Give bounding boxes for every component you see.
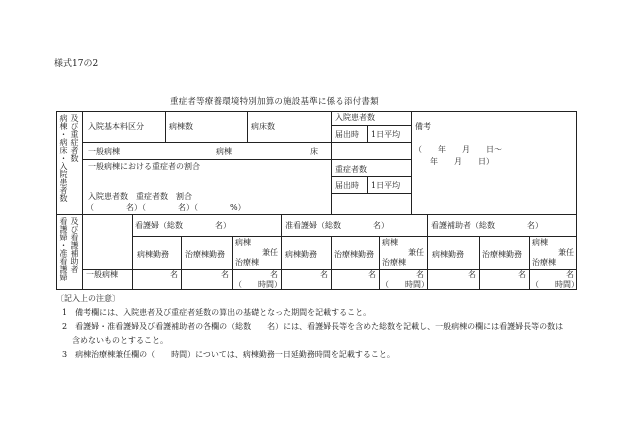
unit-person: 名 <box>518 270 526 279</box>
bottom-row-general-ward: 一般病棟 <box>86 270 118 279</box>
severe-daily-average: 1日平均 <box>371 181 401 190</box>
table-rule <box>181 236 182 289</box>
table-rule <box>479 236 480 289</box>
aide-total: 看護補助者（総数 名） <box>431 221 543 230</box>
table-rule <box>82 142 411 143</box>
assoc-concurrent-3: 治療棟 <box>382 258 406 267</box>
table-rule <box>165 111 166 142</box>
table-rule <box>427 214 428 289</box>
assoc-concurrent-2: 兼任 <box>408 248 424 257</box>
aide-ward-duty: 病棟勤務 <box>432 250 464 259</box>
header-basic-fee-class: 入院基本料区分 <box>88 122 144 131</box>
side-label-top-b: 及び重症者数 <box>70 114 79 162</box>
aide-concurrent-3: 治療棟 <box>532 258 556 267</box>
header-daily-average: 1日平均 <box>371 130 401 139</box>
table-rule <box>132 236 577 237</box>
nurse-ward-duty: 病棟勤務 <box>137 250 169 259</box>
header-remarks: 備考 <box>415 122 431 131</box>
table-rule <box>56 214 577 215</box>
side-label-bottom-b: 及び看護補助者 <box>70 217 79 273</box>
note-1: 1 備考欄には、入院患者及び重症者延数の算出の基礎となった期間を記載すること。 <box>62 308 372 317</box>
form-code: 様式17の2 <box>54 59 99 69</box>
unit-person: 名 <box>221 270 229 279</box>
table-rule <box>132 214 133 289</box>
table-rule <box>367 176 368 193</box>
note-2-line-2: 含めないものとすること。 <box>72 336 168 345</box>
remarks-period-end: 年 月 日） <box>430 157 494 166</box>
entry-notes <box>56 292 563 362</box>
table-rule <box>576 111 577 289</box>
nurse-clinic-duty: 治療棟勤務 <box>185 250 225 259</box>
table-rule <box>331 193 411 194</box>
nurse-concurrent-2: 兼任 <box>262 248 278 257</box>
assoc-ward-duty: 病棟勤務 <box>285 250 317 259</box>
severe-ratio-label: 一般病棟における重症者の割合 <box>88 162 200 171</box>
hours: （ 時間） <box>531 280 579 289</box>
table-rule <box>331 111 332 214</box>
notes-heading: 〔記入上の注意〕 <box>56 294 120 303</box>
assoc-nurse-total: 准看護婦（総数 名） <box>285 221 389 230</box>
assoc-clinic-duty: 治療棟勤務 <box>334 250 374 259</box>
unit-bed: 床 <box>310 147 318 156</box>
unit-person: 名 <box>566 270 574 279</box>
table-rule <box>331 236 332 289</box>
table-rule <box>82 159 411 160</box>
table-rule <box>247 111 248 142</box>
header-inpatient-count: 入院患者数 <box>335 113 375 122</box>
row-general-ward: 一般病棟 <box>88 147 120 156</box>
unit-person: 名 <box>468 270 476 279</box>
unit-person: 名 <box>170 270 178 279</box>
nurse-concurrent-1: 病棟 <box>235 238 251 247</box>
remarks-period-start: （ 年 月 日～ <box>414 145 502 154</box>
unit-person: 名 <box>320 270 328 279</box>
unit-person: 名 <box>368 270 376 279</box>
severe-filing-time: 届出時 <box>335 181 359 190</box>
header-bed-count: 病床数 <box>251 122 275 131</box>
table-rule <box>367 125 368 142</box>
table-rule <box>82 111 83 289</box>
header-ward-count: 病棟数 <box>169 122 193 131</box>
header-filing-time: 届出時 <box>335 130 359 139</box>
assoc-concurrent-1: 病棟 <box>382 238 398 247</box>
ratio-headers: 入院患者数 重症者数 割合 <box>88 192 192 201</box>
table-rule <box>331 176 411 177</box>
unit-person: 名 <box>416 270 424 279</box>
severe-count-header: 重症者数 <box>335 165 367 174</box>
side-label-top-a: 病棟・病床・入院患者数 <box>59 114 68 202</box>
aide-concurrent-2: 兼任 <box>558 248 574 257</box>
unit-person: 名 <box>270 270 278 279</box>
hours: （ 時間） <box>381 280 429 289</box>
aide-clinic-duty: 治療棟勤務 <box>482 250 522 259</box>
side-label-bottom-a: 看護婦・准看護婦 <box>59 217 68 281</box>
ratio-values: （ 名）（ 名）（ %） <box>86 203 246 212</box>
table-rule <box>529 236 530 289</box>
table-rule <box>56 111 577 112</box>
aide-concurrent-1: 病棟 <box>532 238 548 247</box>
table-rule <box>411 111 412 214</box>
table-rule <box>281 214 282 289</box>
nurse-total: 看護婦（総数 名） <box>135 221 231 230</box>
table-rule <box>232 236 233 289</box>
table-rule <box>331 125 411 126</box>
hours: （ 時間） <box>234 280 282 289</box>
nurse-concurrent-3: 治療棟 <box>235 258 259 267</box>
table-rule <box>56 111 57 289</box>
note-2-line-1: 2 看護婦・准看護婦及び看護補助者の各欄の（総数 名）には、看護婦長等を含めた総数を記載し、一般病棟の欄には看護婦長等の数は <box>62 322 564 331</box>
table-rule <box>379 236 380 289</box>
note-3: 3 病棟治療棟兼任欄の（ 時間）については、病棟勤務一日延勤務時間を記載すること。 <box>62 350 395 359</box>
unit-ward: 病棟 <box>216 147 232 156</box>
document-title: 重症者等療養環境特別加算の施設基準に係る添付書類 <box>170 97 379 107</box>
table-rule <box>56 289 577 290</box>
table-rule <box>82 269 577 270</box>
